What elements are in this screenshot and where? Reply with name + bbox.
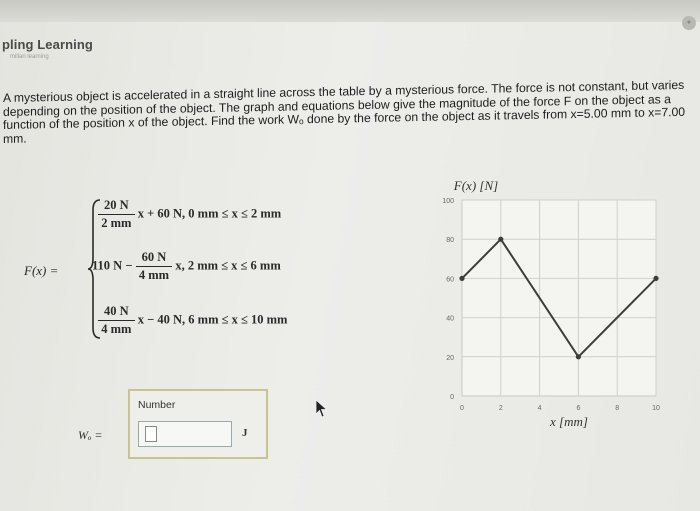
x-tick-label: 2 xyxy=(498,405,503,412)
data-point xyxy=(498,237,503,242)
piece-3-denominator: 4 mm xyxy=(101,322,132,336)
y-tick-label: 60 xyxy=(446,276,454,284)
piece-1-numerator: 20 N xyxy=(98,198,135,215)
piece-2-prefix: 110 N − xyxy=(92,258,133,273)
piece-1-denominator: 2 mm xyxy=(101,216,132,230)
data-point xyxy=(459,276,464,281)
piece-3-numerator: 40 N xyxy=(98,304,135,321)
x-tick-label: 10 xyxy=(652,405,660,412)
number-label: Number xyxy=(138,399,176,411)
x-tick-label: 8 xyxy=(615,405,620,412)
data-point xyxy=(576,354,581,359)
y-tick-label: 40 xyxy=(446,315,454,323)
browser-top-bar xyxy=(0,0,700,26)
mouse-cursor-icon xyxy=(315,399,329,419)
brand-tagline: millan learning xyxy=(10,54,49,60)
piece-1-rest: x + 60 N, 0 mm ≤ x ≤ 2 mm xyxy=(137,206,282,221)
y-tick-label: 100 xyxy=(442,198,454,205)
plot-area xyxy=(462,200,656,396)
formula-piece-3 xyxy=(98,304,287,337)
formula-piece-2 xyxy=(92,250,281,283)
answer-box xyxy=(128,389,268,459)
x-tick-label: 0 xyxy=(460,405,464,412)
formula-piece-1 xyxy=(98,198,281,231)
work-variable-label: Wₒ = xyxy=(78,428,103,442)
piece-2-denominator: 4 mm xyxy=(138,268,170,282)
work-answer-input[interactable] xyxy=(138,421,232,447)
force-position-chart xyxy=(420,168,690,438)
input-caret-box xyxy=(145,426,157,442)
piecewise-formula xyxy=(24,196,404,346)
unit-label: J xyxy=(242,427,248,439)
x-tick-label: 4 xyxy=(537,405,542,412)
formula-lhs: F(x) = xyxy=(24,263,59,278)
y-axis-label: F(x) [N] xyxy=(453,178,499,193)
x-tick-label: 6 xyxy=(576,405,581,412)
piece-2-numerator: 60 N xyxy=(136,250,173,267)
piece-3-rest: x − 40 N, 6 mm ≤ x ≤ 10 mm xyxy=(137,312,288,327)
brand-logo-text: pling Learning xyxy=(2,37,93,52)
y-tick-label: 80 xyxy=(446,237,454,245)
data-point xyxy=(653,276,658,281)
problem-statement: A mysterious object is accelerated in a straight line across the table by a mysterious force. The force is not constant, but varies depending on the position of the object. The graph and equations below give the magnitude of the force F on the object as a function of the position x of the object. Find the work Wₒ done by the force on the object as it travels from x=5.00 mm to x=7.00 mm. xyxy=(3,77,686,146)
y-tick-label: 0 xyxy=(450,394,454,401)
corner-badge-icon: ● xyxy=(682,16,696,30)
piece-2-rest: x, 2 mm ≤ x ≤ 6 mm xyxy=(175,258,281,273)
y-tick-label: 20 xyxy=(446,354,454,362)
x-axis-label: x [mm] xyxy=(550,414,588,429)
